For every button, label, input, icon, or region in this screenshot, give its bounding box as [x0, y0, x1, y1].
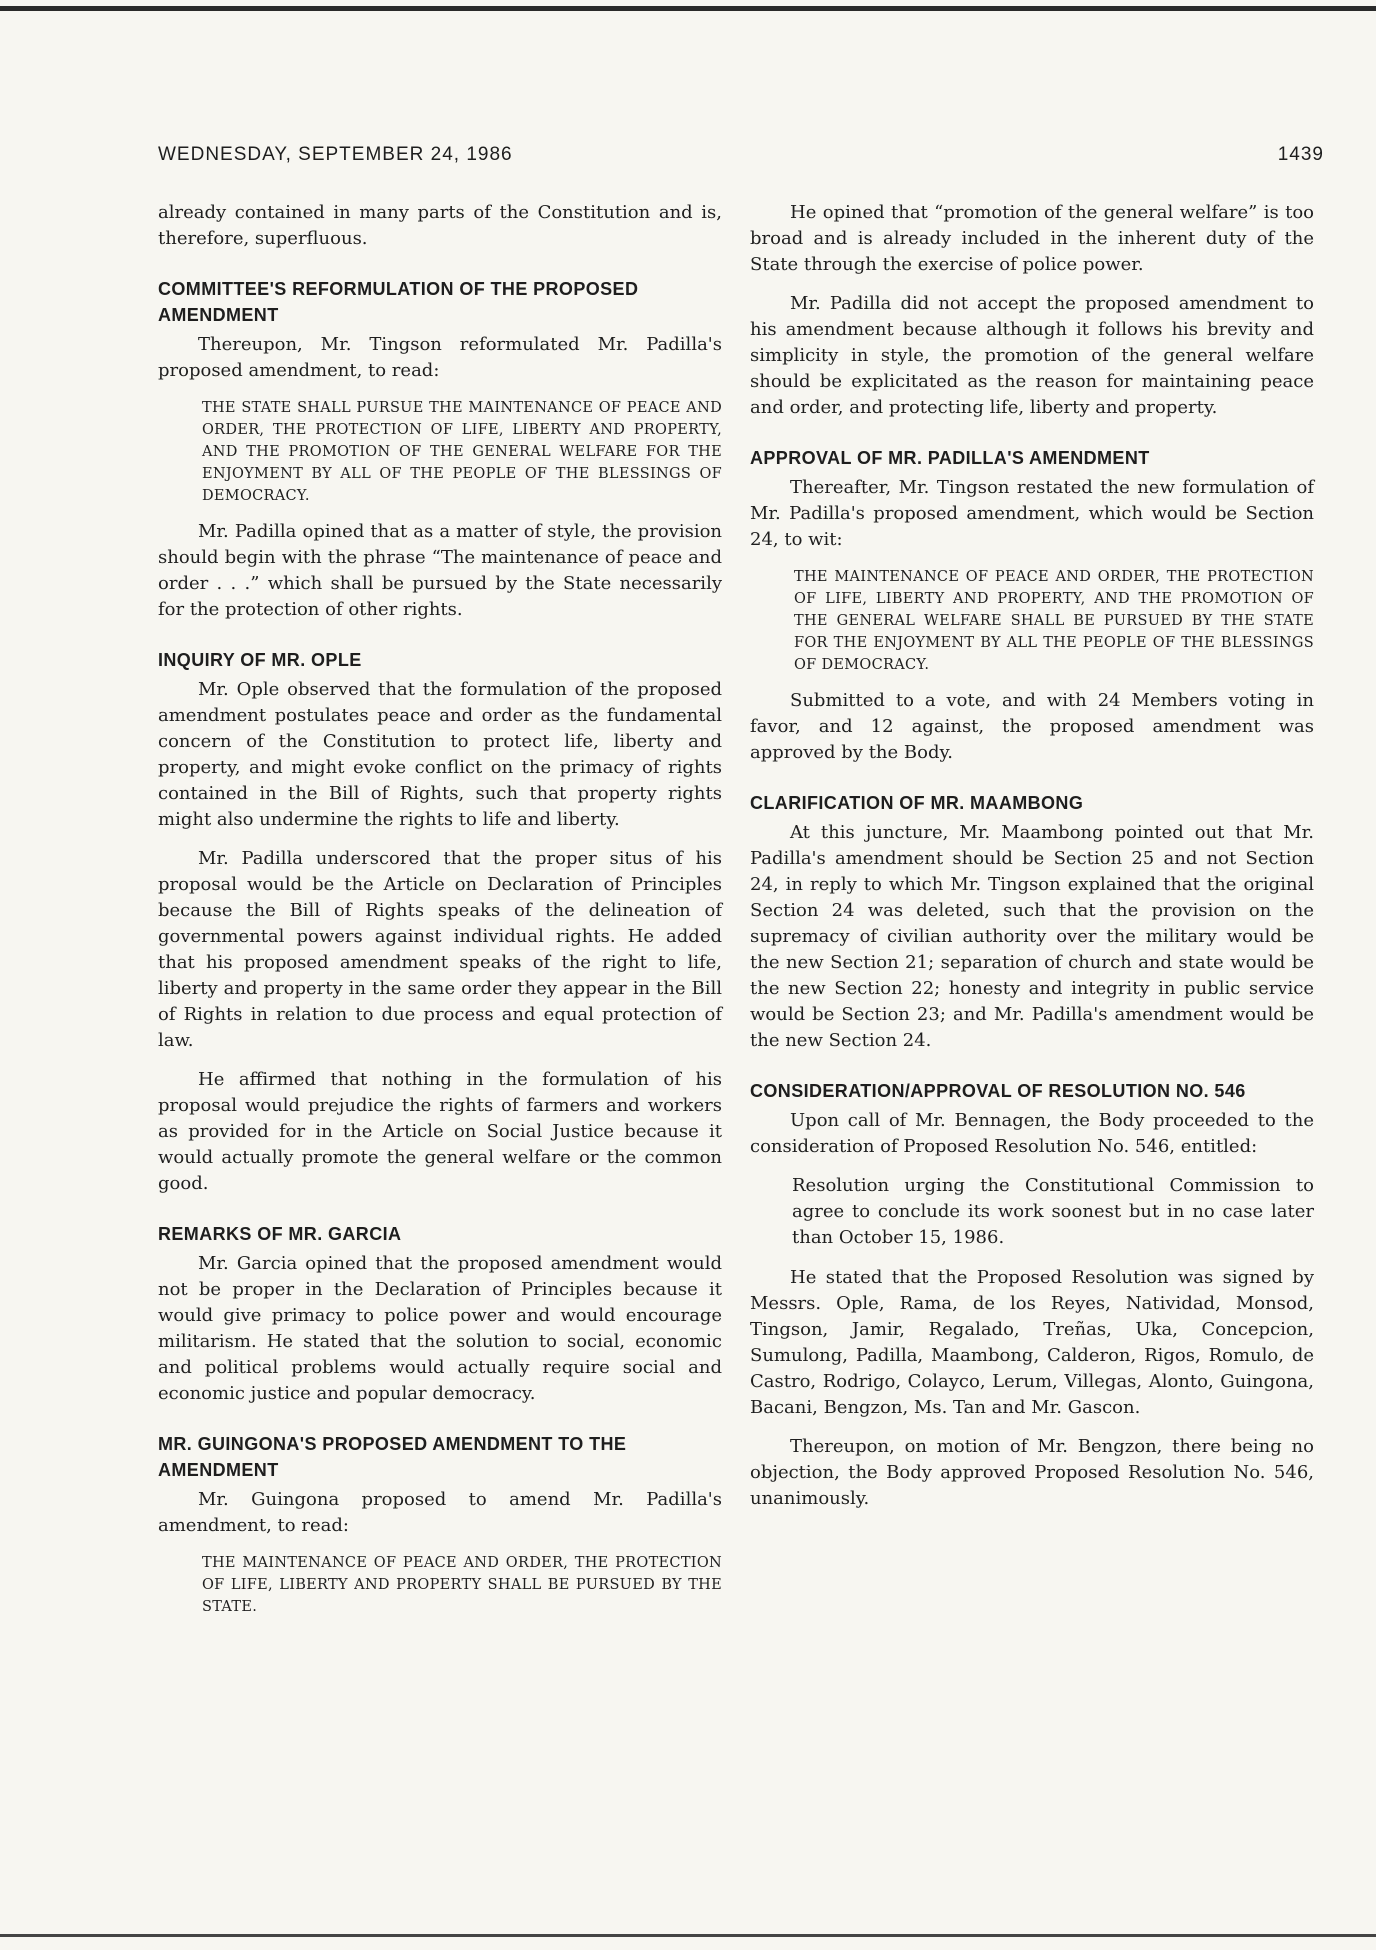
section-heading: MR. GUINGONA'S PROPOSED AMENDMENT TO THE AMENDMENT: [158, 1434, 627, 1480]
section-heading: COMMITTEE'S REFORMULATION OF THE PROPOSED AMENDMENT: [158, 279, 639, 325]
paragraph: Submitted to a vote, and with 24 Members voting in favor, and 12 against, the proposed amendment was approved by the Body.: [750, 690, 1314, 763]
paragraph: Mr. Padilla did not accept the proposed amendment to his amendment because although it follows his brevity and simplicity in style, the promotion of the general welfare should be explicitated as the reason for maintaining peace and order, and protecting life, liberty and property.: [750, 293, 1314, 418]
paragraph: At this juncture, Mr. Maambong pointed out that Mr. Padilla's amendment should be Section 25 and not Section 24, in reply to which Mr. Tingson explained that the original Section 24 was deleted, such that the provision on the supremacy of civilian authority over the military would be the new Section 21; separation of church and state would be the new Section 22; honesty and integrity in public service would be Section 23; and Mr. Padilla's amendment would be the new Section 24.: [750, 822, 1314, 1051]
top-rule: [0, 6, 1376, 11]
paragraph: Mr. Garcia opined that the proposed amendment would not be proper in the Declaration of Principles because it would give primacy to police power and would encourage militarism. He stated that the solution to social, economic and political problems would actually require social and economic justice and popular democracy.: [158, 1253, 722, 1404]
header-date: WEDNESDAY, SEPTEMBER 24, 1986: [158, 144, 513, 165]
paragraph: He affirmed that nothing in the formulation of his proposal would prejudice the rights of farmers and workers as provided for in the Article on Social Justice because it would actually promote the general welfare or the common good.: [158, 1069, 722, 1194]
quoted-amendment: THE MAINTENANCE OF PEACE AND ORDER, THE PROTECTION OF LIFE, LIBERTY AND PROPERTY, AND THE PROMOTION OF THE GENERAL WELFARE SHALL BE PURSUED BY THE STATE FOR THE ENJOYMENT BY ALL THE PEOPLE OF THE BLESSINGS OF DEMOCRACY.: [794, 569, 1314, 673]
paragraph: already contained in many parts of the Constitution and is, therefore, superfluous.: [158, 202, 722, 249]
section-heading: CONSIDERATION/APPROVAL OF RESOLUTION NO. 546: [750, 1081, 1246, 1101]
section-heading: INQUIRY OF MR. OPLE: [158, 650, 362, 670]
section-heading: CLARIFICATION OF MR. MAAMBONG: [750, 793, 1084, 813]
page-number: 1439: [1277, 144, 1324, 165]
section-heading: APPROVAL OF MR. PADILLA'S AMENDMENT: [750, 448, 1150, 468]
bottom-rule: [0, 1934, 1376, 1937]
left-column: [158, 200, 722, 1630]
paragraph: Mr. Guingona proposed to amend Mr. Padilla's amendment, to read:: [158, 1489, 722, 1536]
paragraph: Thereupon, Mr. Tingson reformulated Mr. Padilla's proposed amendment, to read:: [158, 334, 722, 381]
page-header: [158, 144, 1324, 174]
paragraph: Mr. Padilla opined that as a matter of style, the provision should begin with the phrase “The maintenance of peace and order . . .” which shall be pursued by the State necessarily for the protection of other rights.: [158, 521, 722, 620]
quoted-amendment: THE MAINTENANCE OF PEACE AND ORDER, THE PROTECTION OF LIFE, LIBERTY AND PROPERTY SHALL BE PURSUED BY THE STATE.: [202, 1555, 722, 1615]
paragraph: Thereafter, Mr. Tingson restated the new formulation of Mr. Padilla's proposed amendment, which would be Section 24, to wit:: [750, 477, 1314, 550]
paragraph: He stated that the Proposed Resolution was signed by Messrs. Ople, Rama, de los Reyes, Natividad, Monsod, Tingson, Jamir, Regalado, Treñas, Uka, Concepcion, Sumulong, Padilla, Maambong, Calderon, Rigos, Romulo, de Castro, Rodrigo, Colayco, Lerum, Villegas, Alonto, Guingona, Bacani, Bengzon, Ms. Tan and Mr. Gascon.: [750, 1267, 1314, 1418]
quoted-resolution: Resolution urging the Constitutional Commission to agree to conclude its work soonest but in no case later than October 15, 1986.: [792, 1175, 1314, 1248]
paragraph: Upon call of Mr. Bennagen, the Body proceeded to the consideration of Proposed Resolution No. 546, entitled:: [750, 1110, 1314, 1157]
section-heading: REMARKS OF MR. GARCIA: [158, 1224, 402, 1244]
paragraph: Mr. Ople observed that the formulation of the proposed amendment postulates peace and order as the fundamental concern of the Constitution to protect life, liberty and property, and might evoke conflict on the primacy of rights contained in the Bill of Rights, such that property rights might also undermine the rights to life and liberty.: [158, 679, 722, 830]
right-column: [750, 200, 1314, 1525]
paragraph: Thereupon, on motion of Mr. Bengzon, there being no objection, the Body approved Proposed Resolution No. 546, unanimously.: [750, 1436, 1314, 1509]
quoted-amendment: THE STATE SHALL PURSUE THE MAINTENANCE OF PEACE AND ORDER, THE PROTECTION OF LIFE, LIBERTY AND PROPERTY, AND THE PROMOTION OF THE GENERAL WELFARE FOR THE ENJOYMENT BY ALL OF THE PEOPLE OF THE BLESSINGS OF DEMOCRACY.: [202, 400, 722, 504]
paragraph: Mr. Padilla underscored that the proper situs of his proposal would be the Article on Declaration of Principles because the Bill of Rights speaks of the delineation of governmental powers against individual rights. He added that his proposed amendment speaks of the right to life, liberty and property in the same order they appear in the Bill of Rights in relation to due process and equal protection of law.: [158, 848, 722, 1051]
paragraph: He opined that “promotion of the general welfare” is too broad and is already included in the inherent duty of the State through the exercise of police power.: [750, 202, 1314, 275]
